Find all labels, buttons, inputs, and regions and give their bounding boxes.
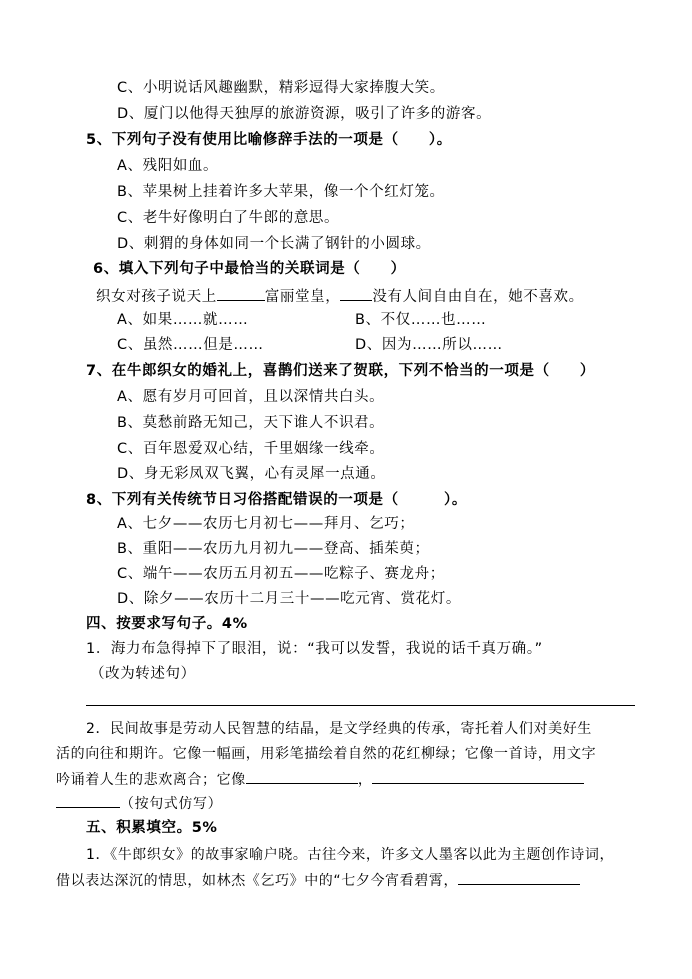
q5-option-b: B、苹果树上挂着许多大苹果，像一个个红灯笼。: [117, 184, 445, 200]
section4-q2-note: （按句式仿写）: [120, 796, 223, 812]
q5-option-a: A、残阳如血。: [117, 158, 219, 174]
q6-option-c: C、虽然……但是……: [117, 337, 264, 353]
section4-q2-blank-3[interactable]: [56, 792, 120, 808]
section5-q1-line2: [56, 869, 580, 891]
q6-sentence: [96, 285, 584, 307]
q6-blank-1[interactable]: [217, 285, 265, 301]
section4-q2-line1: 2．民间故事是劳动人民智慧的结晶，是文学经典的传承，寄托着人们对美好生: [86, 721, 592, 737]
q6-sentence-part1: 织女对孩子说天上: [96, 289, 217, 305]
q4-option-d: D、厦门以他得天独厚的旅游资源，吸引了许多的游客。: [117, 106, 492, 122]
section4-q2-line4: [56, 792, 222, 814]
section4-q1: 1．海力布急得掉下了眼泪，说：“我可以发誓，我说的话千真万确。”: [86, 641, 543, 657]
section4-q2-line2: 活的向往和期许。它像一幅画，用彩笔描绘着自然的花红柳绿；它像一首诗，用文字: [56, 746, 597, 762]
q8-option-a: A、七夕——农历七月初七——拜月、乞巧；: [117, 516, 415, 532]
q6-option-d: D、因为……所以……: [355, 337, 503, 353]
section4-q2-blank-1[interactable]: [246, 768, 358, 784]
q7-option-b: B、莫愁前路无知己，天下谁人不识君。: [117, 415, 385, 431]
q6-blank-2[interactable]: [340, 285, 372, 301]
q7-option-d: D、身无彩凤双飞翼，心有灵犀一点通。: [117, 466, 386, 482]
q8-option-d: D、除夕——农历十二月三十——吃元宵、赏花灯。: [117, 591, 461, 607]
section4-q1-answer-line[interactable]: [86, 705, 635, 706]
q4-option-c: C、小明说话风趣幽默，精彩逗得大家捧腹大笑。: [117, 80, 445, 96]
q8-option-b: B、重阳——农历九月初九——登高、插茱萸；: [117, 541, 430, 557]
section4-q2-comma: ，: [357, 772, 373, 788]
q5-option-d: D、刺猬的身体如同一个长满了钢针的小圆球。: [117, 236, 431, 252]
q6-option-a: A、如果……就……: [117, 312, 249, 328]
q7-stem: 7、在牛郎织女的婚礼上，喜鹊们送来了贺联，下列不恰当的一项是（ ）: [86, 363, 595, 379]
q7-option-a: A、愿有岁月可回首，且以深情共白头。: [117, 389, 385, 405]
section4-q2-line3: [56, 768, 584, 790]
section5-title: 五、积累填空。5%: [86, 820, 218, 836]
section4-q1-note: （改为转述句）: [90, 666, 196, 682]
q6-stem: 6、填入下列句子中最恰当的关联词是（ ）: [93, 261, 406, 277]
section5-q1-line2-text: 借以表达深沉的情思，如林杰《乞巧》中的“七夕今宵看碧霄，: [56, 873, 459, 889]
section5-q1-blank[interactable]: [458, 869, 580, 885]
section4-q2-blank-2[interactable]: [372, 768, 584, 784]
q6-option-b: B、不仅……也……: [355, 312, 487, 328]
q6-sentence-part2: 富丽堂皇，: [264, 289, 341, 305]
q8-stem: 8、下列有关传统节日习俗搭配错误的一项是（ ）。: [86, 492, 467, 508]
section4-title: 四、按要求写句子。4%: [86, 616, 248, 632]
q6-sentence-part3: 没有人间自由自在，她不喜欢。: [372, 289, 584, 305]
q5-option-c: C、老牛好像明白了牛郎的意思。: [117, 210, 340, 226]
section4-q2-line3-text: 吟诵着人生的悲欢离合；它像: [56, 772, 246, 788]
q5-stem: 5、下列句子没有使用比喻修辞手法的一项是（ ）。: [86, 132, 452, 148]
q8-option-c: C、端午——农历五月初五——吃粽子、赛龙舟；: [117, 566, 445, 582]
section5-q1-line1: 1．《牛郎织女》的故事家喻户晓。古往今来，许多文人墨客以此为主题创作诗词，: [86, 847, 615, 863]
q7-option-c: C、百年恩爱双心结，千里姻缘一线牵。: [117, 441, 385, 457]
